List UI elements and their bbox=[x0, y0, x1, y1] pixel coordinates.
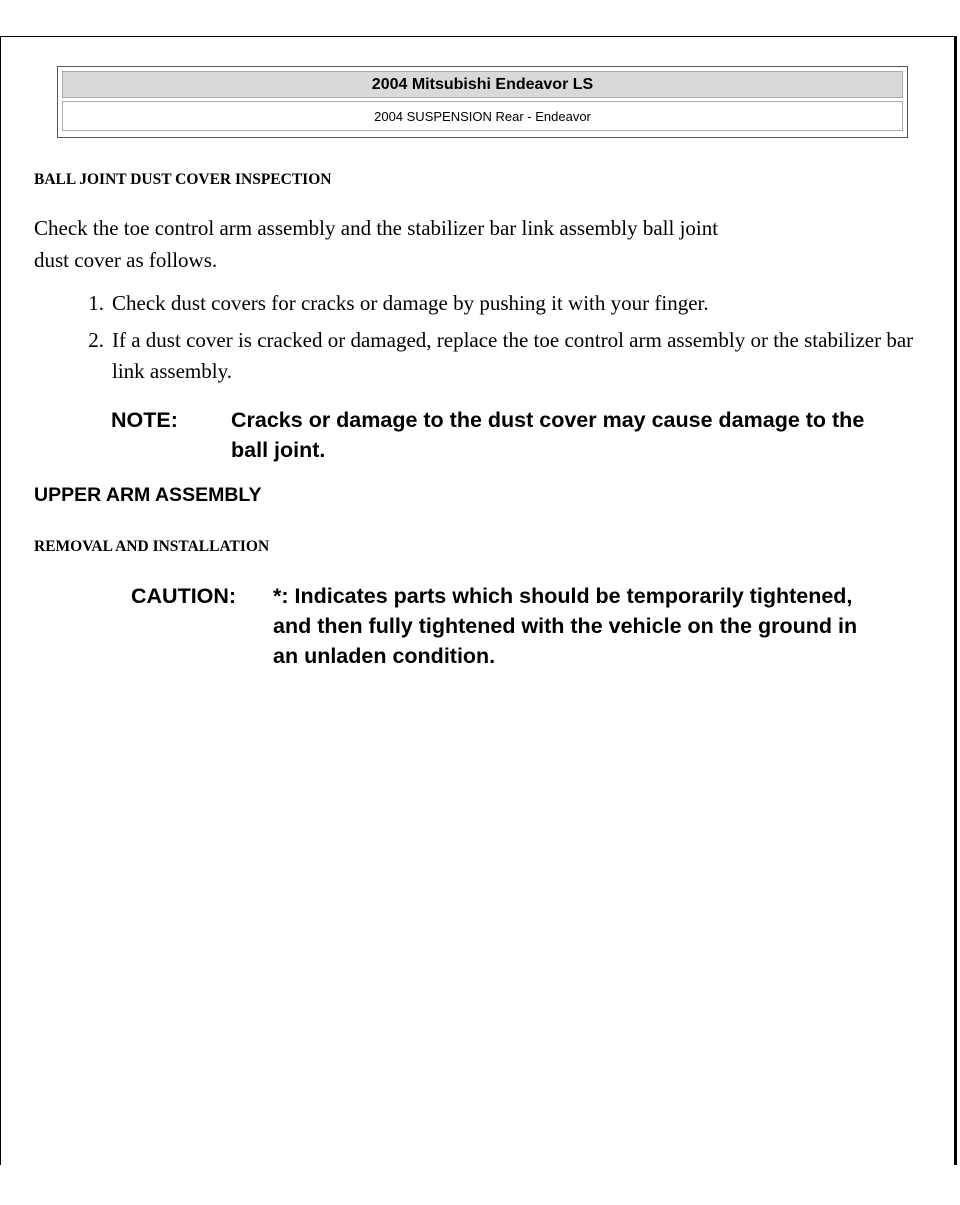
removal-installation-heading: REMOVAL AND INSTALLATION bbox=[34, 538, 270, 555]
list-item bbox=[34, 288, 914, 319]
caution-label: CAUTION: bbox=[131, 584, 237, 608]
document-header bbox=[57, 66, 908, 138]
caution-block bbox=[131, 581, 871, 671]
step-text: Check dust covers for cracks or damage by pushing it with your finger. bbox=[112, 291, 709, 315]
list-item bbox=[34, 325, 914, 387]
step-number: 1. bbox=[88, 291, 104, 315]
caution-text: *: Indicates parts which should be temporarily tightened, and then fully tightened with the vehicle on the ground in an unladen condition. bbox=[273, 584, 858, 668]
dust-cover-heading: BALL JOINT DUST COVER INSPECTION bbox=[34, 171, 332, 188]
intro-paragraph bbox=[34, 212, 914, 276]
note-label: NOTE: bbox=[111, 408, 178, 432]
intro-line-1: Check the toe control arm assembly and the stabilizer bar link assembly ball joint bbox=[34, 216, 719, 240]
intro-line-2: dust cover as follows. bbox=[34, 248, 218, 272]
upper-arm-heading: UPPER ARM ASSEMBLY bbox=[34, 484, 262, 506]
step-text: If a dust cover is cracked or damaged, replace the toe control arm assembly or the stabilizer bar link assembly. bbox=[112, 328, 914, 383]
inspection-steps bbox=[34, 288, 914, 393]
note-text: Cracks or damage to the dust cover may cause damage to the ball joint. bbox=[231, 408, 865, 462]
note-block bbox=[111, 405, 901, 465]
step-number: 2. bbox=[88, 328, 104, 352]
section-title: 2004 SUSPENSION Rear - Endeavor bbox=[62, 101, 903, 131]
vehicle-title: 2004 Mitsubishi Endeavor LS bbox=[62, 71, 903, 98]
